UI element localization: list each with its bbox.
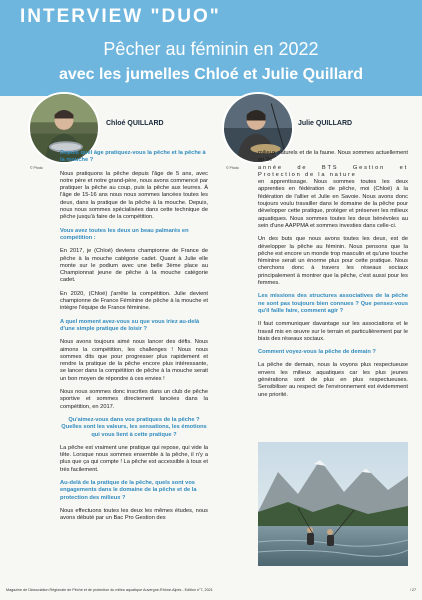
answer-paragraph: Il faut communiquer davantage sur les associations et le travail mis en œuvre sur le terrain et particulièrement par le biais des réseaux sociaux. xyxy=(258,321,408,342)
river-fishing-photo xyxy=(258,442,408,566)
question-1: Depuis quel âge pratiquez-vous la pêche et la pêche à la mouche ? xyxy=(60,150,206,164)
article-title: Pêcher au féminin en 2022 xyxy=(103,39,319,59)
answer-paragraph: Nous nous sommes donc inscrites dans un club de pêche sportive et sommes directement lancées dans la compétition, en 2017. xyxy=(60,389,208,410)
answer-paragraph: Un des buts que nous avons toutes les deux, est de développer la pêche au féminin. Nous pensons que la pêche est encore un monde trop masculin et qu'une touche féminine serait un énorme plus pour cette pratique. Nous cherchons donc à travers les réseaux sociaux principalement à montrer que la pêche, c'est aussi pour les femmes. xyxy=(258,236,408,287)
magazine-footer: Magazine de l'Association Régionale de Pêche et de protection du milieu aquatique Auvergne-Rhône-Alpes - Edition n°7, 2021 xyxy=(6,588,213,592)
chloe-name: Chloé QUILLARD xyxy=(106,120,164,127)
answer-paragraph: En 2017, je (Chloé) deviens championne de France de pêche à la mouche catégorie cadet. Quant à Julie elle monte sur le podium avec une belle 3ème place au Championnat jeune de pêche à la mouche catégorie cadet. xyxy=(60,248,208,284)
answer-paragraph: En 2020, (Chloé) j'arrête la compétition. Julie devient championne de France Féminine de pêche à la mouche et intègre l'équipe de France féminine. xyxy=(60,290,208,312)
question-5: Au-delà de la pratique de la pêche, quels sont vos engagements dans le domaine de la pêche et de la protection des milieux ? xyxy=(60,479,197,501)
question-4: Qu'aimez-vous dans vos pratiques de la pêche ? Quelles sont les valeurs, les sensations, les émotions qui vous lient à cette pratique ? xyxy=(61,416,207,438)
question-7: Comment voyez-vous la pêche de demain ? xyxy=(258,349,376,356)
article-subtitle: avec les jumelles Chloé et Julie Quillard xyxy=(58,66,364,83)
julie-photo-credit: © Photo xyxy=(226,166,239,170)
answer-paragraph: La pêche de demain, nous la voyons plus respectueuse envers les milieux aquatiques car les plus jeunes générations sont de plus en plus respectueuses. Sensibiliser au respect de l'environnement est évidemment une priorité. xyxy=(258,362,408,398)
answer-paragraph: en apprentissage. Nous sommes toutes les deux apprenties en fédération de pêche, moi (Chloé) à la fédération de l'allier et Julie en Savoie. Nous avons donc toujours voulu travailler dans le domaine de la pêche pour développer cette pratique, protéger et préserver les milieux aquatiques. Nous sommes toutes les deux bénévoles au sein d'une AAPPMA et sommes investies dans celle-ci. xyxy=(258,179,408,229)
question-3: A quel moment avez-vous su que vous iriez au-delà d'une simple pratique de loisir ? xyxy=(60,318,200,332)
header-banner xyxy=(0,0,422,96)
answer-paragraph: Nous effectuons toutes les deux les mêmes études, nous avons débuté par un Bac Pro Gestion des xyxy=(60,507,208,522)
left-column xyxy=(60,150,208,528)
question-6: Les missions des structures associatives de la pêche ne sont pas toujours bien connues ? Que pensez-vous qu'il faille faire, comment agir ? xyxy=(258,293,408,314)
interview-tag: INTERVIEW "DUO" xyxy=(20,6,221,27)
answer-paragraph: Nous pratiquons la pêche depuis l'âge de 5 ans, avec notre père et notre grand-père, nous avons commencé par pratiquer la pêche au coup, puis la pêche aux leurres. À l'âge de 15-16 ans nous nous sommes lancées toutes les deux, dans la pratique de la pêche à la mouche. Depuis, nous nous sommes spécialisées dans cette technique de pêche jusqu'à faire de la compétition. xyxy=(60,170,208,221)
page-number: / 27 xyxy=(409,588,416,592)
answer-paragraph: milieux naturels et de la faune. Nous sommes actuellement en 2e xyxy=(258,150,408,164)
answer-paragraph: Nous avons toujours aimé nous lancer des défis. Nous aimons la compétition, les challenges ! Nous nous sommes dits que pour progresser plus rapidement et rendre la pratique de la pêche encore plus intéressante, se lancer dans la compétition de pêche à la mouche serait un bon moyen de répondre à ces envies ! xyxy=(60,339,208,382)
answer-paragraph: La pêche est vraiment une pratique qui repose, qui vide la tête. Lorsque nous sommes ensemble à la pêche, il n'y a plus que ça qui compte ! La pêche est accessible à tous et très facilement. xyxy=(60,444,208,473)
chloe-photo-credit: © Photo xyxy=(30,166,43,170)
question-2: Vous avez toutes les deux un beau palmarès en compétition : xyxy=(60,227,189,241)
julie-name: Julie QUILLARD xyxy=(298,120,353,127)
right-column xyxy=(258,150,408,405)
answer-paragraph: année de BTS Gestion et Protection de la nature xyxy=(258,164,408,178)
